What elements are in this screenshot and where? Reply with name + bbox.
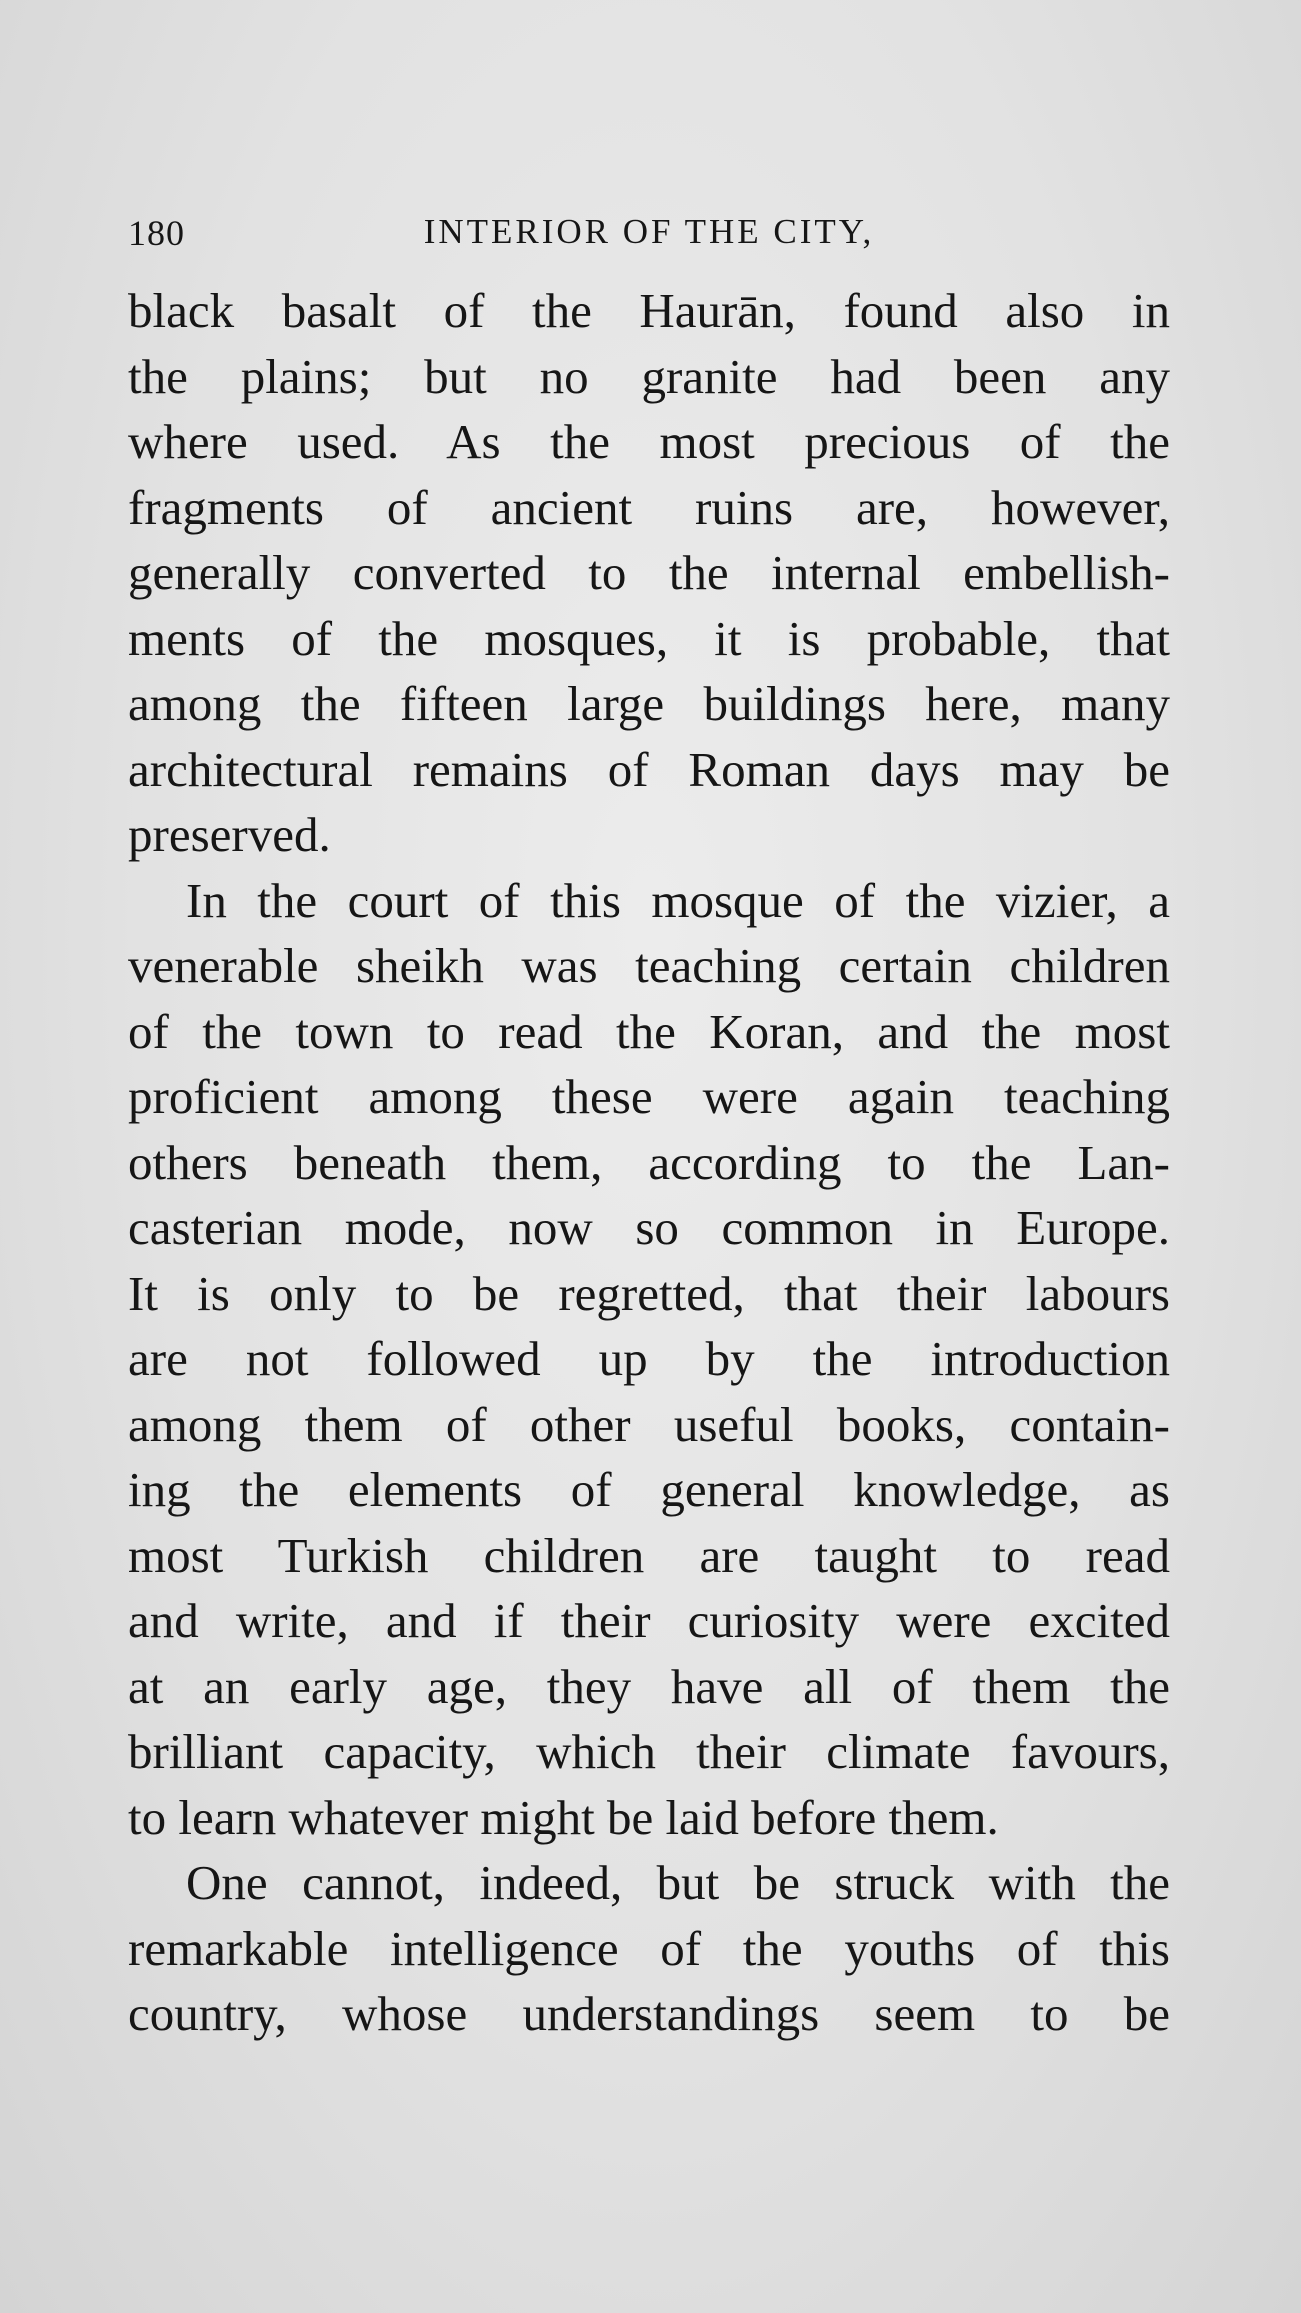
paragraph-start-line: In the court of this mosque of the vizier, a bbox=[186, 872, 1170, 928]
text-line: at an early age, they have all of them the bbox=[128, 1658, 1170, 1714]
page-number: 180 bbox=[128, 213, 185, 253]
text-line: where used. As the most precious of the bbox=[128, 414, 1170, 469]
text-line: remarkable intelligence of the youths of this bbox=[128, 1920, 1170, 1976]
text-line: It is only to be regretted, that their labours bbox=[128, 1265, 1170, 1321]
text-line: of the town to read the Koran, and the most bbox=[128, 1003, 1170, 1059]
text-line: architectural remains of Roman days may be bbox=[128, 741, 1170, 797]
text-line: proficient among these were again teaching bbox=[128, 1069, 1170, 1124]
page-header bbox=[128, 212, 1170, 262]
text-line: casterian mode, now so common in Europe. bbox=[128, 1200, 1170, 1255]
text-line: brilliant capacity, which their climate favours, bbox=[128, 1724, 1170, 1779]
text-line: others beneath them, according to the Lan- bbox=[128, 1134, 1170, 1190]
paragraph-end-line: to learn whatever might be laid before them. bbox=[128, 1789, 999, 1845]
text-line: among them of other useful books, contain- bbox=[128, 1396, 1170, 1452]
body-text bbox=[128, 278, 1170, 2047]
text-line: ing the elements of general knowledge, as bbox=[128, 1462, 1170, 1517]
paragraph-start-line: One cannot, indeed, but be struck with the bbox=[186, 1855, 1170, 1910]
text-line: generally converted to the internal embellish- bbox=[128, 545, 1170, 600]
text-line: black basalt of the Haurān, found also in bbox=[128, 283, 1170, 338]
text-line: ments of the mosques, it is probable, that bbox=[128, 610, 1170, 666]
text-line: and write, and if their curiosity were excited bbox=[128, 1593, 1170, 1648]
text-line: the plains; but no granite had been any bbox=[128, 348, 1170, 404]
text-line: among the fifteen large buildings here, many bbox=[128, 676, 1170, 731]
text-line: are not followed up by the introduction bbox=[128, 1331, 1170, 1386]
text-line: country, whose understandings seem to be bbox=[128, 1986, 1170, 2041]
text-line: most Turkish children are taught to read bbox=[128, 1527, 1170, 1583]
paragraph-end-line: preserved. bbox=[128, 807, 331, 862]
text-line: fragments of ancient ruins are, however, bbox=[128, 479, 1170, 535]
running-head: INTERIOR OF THE CITY, bbox=[423, 212, 875, 251]
text-line: venerable sheikh was teaching certain children bbox=[128, 938, 1170, 993]
